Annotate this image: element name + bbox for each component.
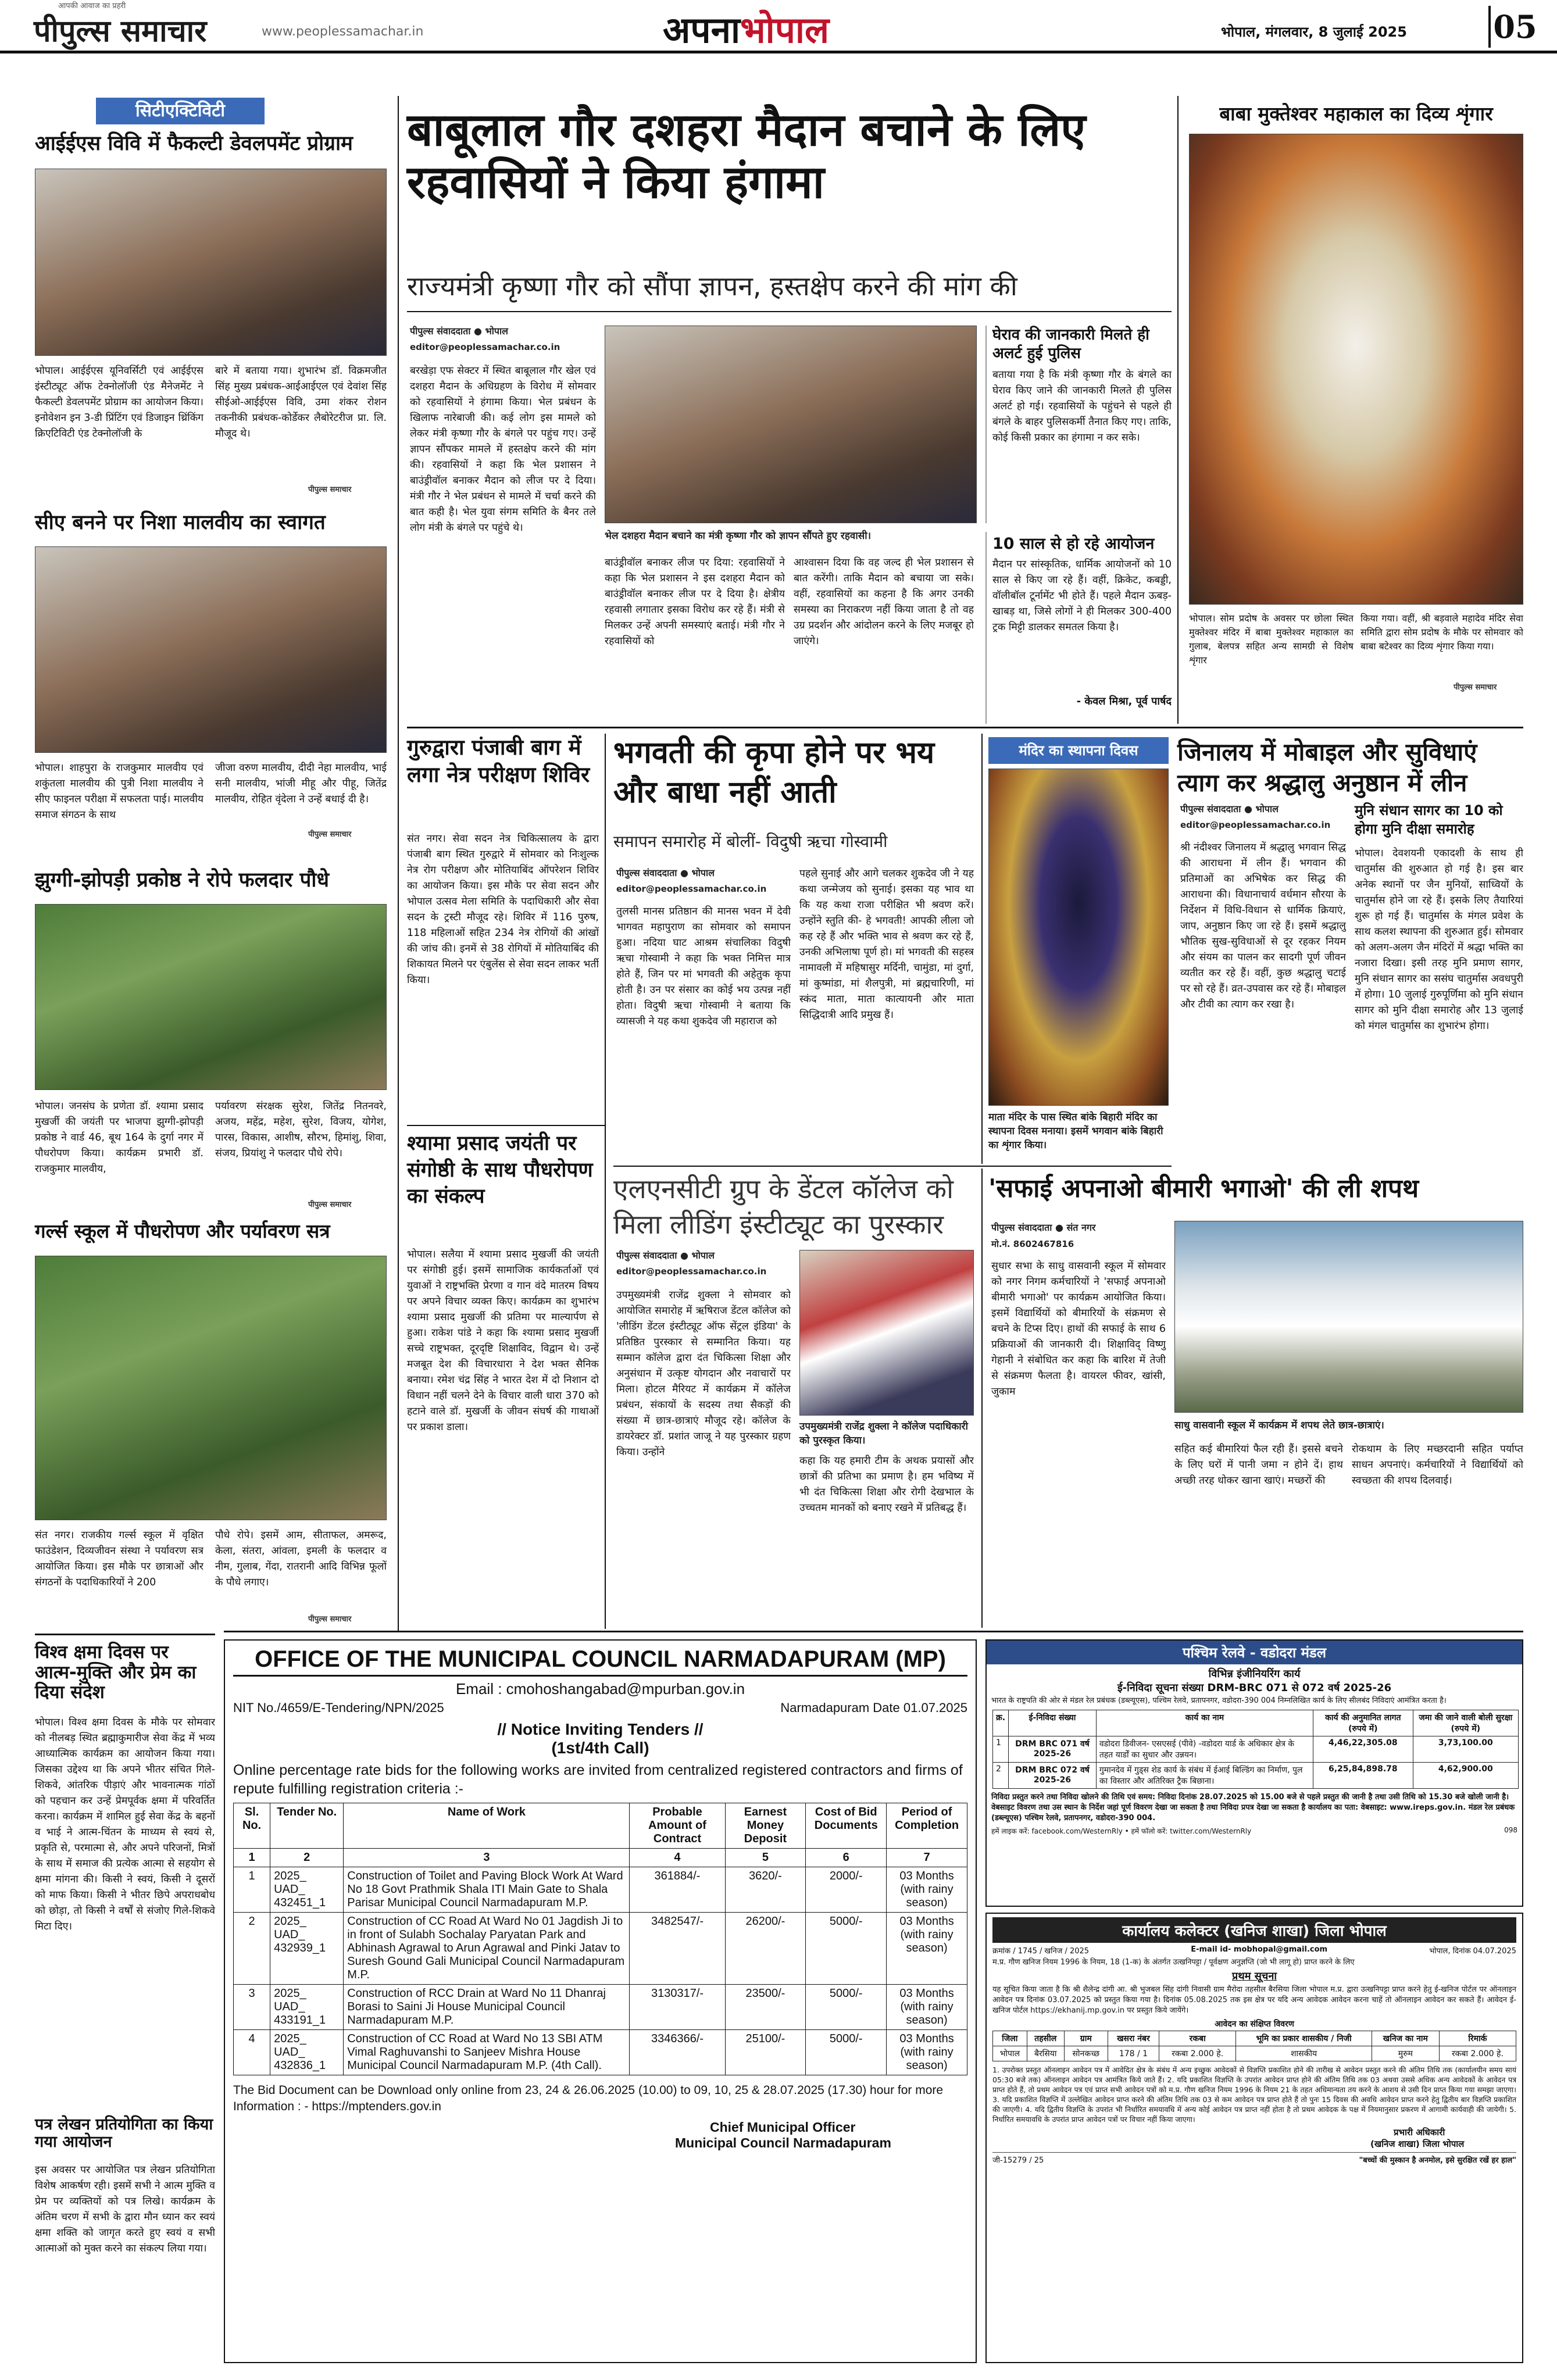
jain-sub-body: भोपाल। देवशयनी एकादशी के साथ ही चातुर्मास की शुरुआत हो गई है। इस बार अनेक स्थानों पर जैन मुनियों, साध्वियों के चातुर्मास होने जा रहे हैं। इसके लिए तैयारियां शुरू हो गई हैं। चातुर्मास के मंगल प्रवेश के साथ कलश स्थापना की शुरुआत हुई। सोमवार को अलग-अलग जैन मंदिरों में श्रद्धा भक्ति का नजारा दिखा। इसी तरह मुनि प्रमाण सागर, मुनि संधान सागर का ससंघ चातुर्मास अवधपुरी में होगा। 10 जुलाई गुरुपूर्णिमा को मुनि संधान सागर को मुनि दीक्षा समारोह और 13 जुलाई को मंगल चातुर्मास का शुभारंभ होगा। bbox=[1355, 848, 1523, 1032]
shrine-photo bbox=[1189, 134, 1523, 605]
dental-byline: पीपुल्स संवाददाता ● भोपाल bbox=[616, 1250, 715, 1261]
railway-intro: भारत के राष्ट्रपति की ओर से मंडल रेल प्रबंधक (डब्ल्यूएस), पश्चिम रेलवे, प्रतापनगर, वडोदरा-390 004 निम्नलिखित कार्य के लिए सीलबंद निविदाएं आमंत्रित करता है। bbox=[991, 1696, 1447, 1705]
tender-header-cell: Name of Work bbox=[344, 1803, 630, 1849]
jhuggi-body-a: भोपाल। जनसंघ के प्रणेता डॉ. श्यामा प्रसाद मुखर्जी की जयंती पर भाजपा झुग्गी-झोपड़ी प्रकोष्ठ ने वार्ड 46, बूथ 164 के दुर्गा नगर में पौधरोपण किया। कार्यक्रम प्रभारी डॉ. राजकुमार मालवीय, bbox=[35, 1100, 203, 1175]
tender-row bbox=[234, 1913, 967, 1985]
railway-footer: निविदा प्रस्तुत करने तथा निविदा खोलने की तिथि एवं समय: निविदा दिनांक 28.07.2025 को 15.00 बजे से पहले प्रस्तुत की जानी है तथा उसी तिथि को 15.30 बजे खोली जानी है। वेबसाइट विवरण तथा उस स्थान के निर्देश जहां पूर्ण विवरण देखा जा सकता है तथा निविदा प्रपत्र देखा जा सकता है कार्यालय का पता: वेबसाइट: www.ireps.gov.in. मंडल रेल प्रबंधक (डब्ल्यूएस) पश्चिम रेलवे, प्रतापनगर, वडोदरा-390 004. bbox=[991, 1793, 1515, 1822]
paper-tagline: आपकी आवाज का प्रहरी bbox=[58, 2, 126, 10]
tender-signature-1: Chief Municipal Officer bbox=[710, 2120, 856, 2135]
col-divider-1 bbox=[398, 96, 399, 1631]
nisha-photo bbox=[35, 546, 387, 753]
tender-cell: 03 Months (with rainy season) bbox=[887, 1867, 967, 1913]
tender-header-cell: Cost of Bid Documents bbox=[806, 1803, 887, 1849]
collector-cell: 178 / 1 bbox=[1108, 2046, 1159, 2061]
collector-table bbox=[992, 2031, 1516, 2061]
railway-cell: 6,25,84,898.78 bbox=[1313, 1763, 1413, 1789]
tender-cell: Construction of CC Road At Ward No 01 Jagdish Ji to in front of Sulabh Sochalay Paryatan Park and Abhinash Agrawal to Arun Agrawal and Pinki Jatav to Suresh Gound Gali Municipal Council Narmadapuram M.P. bbox=[344, 1913, 630, 1985]
collector-header-cell: रिमार्क bbox=[1439, 2031, 1516, 2046]
col-divider-2 bbox=[605, 734, 606, 1629]
lead-body-2: बाउंड्रीवॉल बनाकर लीज पर दिया: रहवासियों ने कहा कि भेल प्रशासन ने इस दशहरा मैदान को बाउंड्रीवॉल बनाकर लीज पर दे दिया है। क्षेत्रीय रहवासी लगातार इसका विरोध कर रहे हैं। मंत्री से मिलकर उन्हें अपनी समस्याएं बताई। मंत्री गौर ने रहवासियों को bbox=[605, 557, 785, 647]
collector-date: भोपाल, दिनांक 04.07.2025 bbox=[1429, 1947, 1516, 1956]
dental-body-1: उपमुख्यमंत्री राजेंद्र शुक्ला ने सोमवार को आयोजित समारोह में ऋषिराज डेंटल कॉलेज को 'लीडिंग डेंटल इंस्टीट्यूट ऑफ सेंट्रल इंडिया' के प्रतिष्ठित पुरस्कार से सम्मानित किया। यह सम्मान कॉलेज द्वारा दंत चिकित्सा शिक्षा और अनुसंधान में उत्कृष्ट योगदान और नवाचारों पर मिला। होटल मैरियट में कार्यक्रम में कॉलेज प्रबंधन, संकायों के सदस्य तथा सैकड़ों की संख्या में छात्र-छात्राएं मौजूद रहे। कॉलेज के डायरेक्टर डॉ. प्रशांत जाजू ने यह पुरस्कार ग्रहण किया। उन्होंने bbox=[616, 1289, 791, 1458]
letter-contest-headline: पत्र लेखन प्रतियोगिता का किया गया आयोजन bbox=[35, 2115, 213, 2152]
collector-header-cell: जिला bbox=[993, 2031, 1027, 2046]
jain-email[interactable]: editor@peoplessamachar.co.in bbox=[1180, 820, 1331, 830]
tender-cell: 26200/- bbox=[725, 1913, 806, 1985]
jhuggi-headline: झुग्गी-झोपड़ी प्रकोष्ठ ने रोपे फलदार पौधे bbox=[35, 869, 330, 892]
shyama-body: भोपाल। सलैया में श्यामा प्रसाद मुखर्जी की जयंती पर संगोष्ठी हुई। इसमें सामाजिक कार्यकर्ताओं एवं युवाओं ने राष्ट्रभक्ति प्रेरणा व गान वंदे मातरम विषय पर अपने विचार व्यक्त किए। कार्यक्रम का शुभारंभ श्यामा प्रसाद मुखर्जी की प्रतिमा पर माल्यार्पण से हुआ। राकेश पांडे ने कहा कि श्यामा प्रसाद मुखर्जी सच्चे राष्ट्रभक्त, दूरदृष्टि शिक्षाविद, विद्वान थे। उन्हें मजबूत देश की विचारधारा ने देश भक्त सैनिक बनाया। रमेश चंद्र सिंह ने भारत देश में दो निशान दो विधान नहीं चलने देने के विचार वाली धारा 370 को हटाने वाले डॉ. मुखर्जी के जीवन संघर्ष की गाथाओं पर प्रकाश डाला। bbox=[407, 1249, 599, 1433]
jain-byline: पीपुल्स संवाददाता ● भोपाल bbox=[1180, 803, 1279, 814]
jhuggi-photo bbox=[35, 904, 387, 1090]
collector-header-cell: ग्राम bbox=[1064, 2031, 1108, 2046]
temple-caption: माता मंदिर के पास स्थित बांके बिहारी मंदिर का स्थापना दिवस मनाया। इसमें भगवान बांके बिहारी का शृंगार किया। bbox=[988, 1112, 1163, 1151]
tender-cell: Construction of CC Road at Ward No 13 SBI ATM Vimal Raghuvanshi to Sanjeev Mishra House Municipal Council Narmadapuram M.P. (4th Call). bbox=[344, 2030, 630, 2075]
tender-date: Narmadapuram Date 01.07.2025 bbox=[780, 1700, 967, 1715]
dental-email[interactable]: editor@peoplessamachar.co.in bbox=[616, 1266, 767, 1277]
collector-cell: भोपाल bbox=[993, 2046, 1027, 2061]
tender-cell: 03 Months (with rainy season) bbox=[887, 1985, 967, 2030]
tender-row bbox=[234, 1985, 967, 2030]
kshama-headline: विश्व क्षमा दिवस पर आत्म-मुक्ति और प्रेम का दिया संदेश bbox=[35, 1642, 197, 1703]
safai-body-3: रोकथाम के लिए मच्छरदानी सहित पर्याप्त साधन अपनाएं। कर्मचारियों ने विद्यार्थियों को स्वच्छता की शपथ दिलवाई। bbox=[1352, 1443, 1523, 1486]
dental-headline: एलएनसीटी ग्रुप के डेंटल कॉलेज को मिला लीडिंग इंस्टीट्यूट का पुरस्कार bbox=[613, 1173, 954, 1240]
tender-row bbox=[234, 1867, 967, 1913]
bhagwati-headline: भगवती की कृपा होने पर भय और बाधा नहीं आती bbox=[613, 735, 935, 810]
railway-cell: 2 bbox=[993, 1763, 1009, 1789]
city-activity-kicker: सिटीएक्टिविटी bbox=[96, 98, 265, 124]
shrine-credit: पीपुल्स समाचार bbox=[1454, 683, 1497, 692]
tender-ad bbox=[224, 1639, 977, 2363]
ies-body-a: भोपाल। आईईएस यूनिवर्सिटी एवं आईईएस इंस्टीट्यूट ऑफ टेक्नोलॉजी एंड मैनेजमेंट ने फैकल्टी डेवलपमेंट प्रोग्राम का आयोजन किया। इनोवेशन इन 3-डी प्रिंटिंग एवं डिजाइन थ्रिंकिंग क्रिएटिविटी एंड टेक्नोलॉजी के bbox=[35, 365, 203, 439]
railway-title: पश्चिम रेलवे - वडोदरा मंडल bbox=[987, 1641, 1522, 1664]
jhuggi-credit: पीपुल्स समाचार bbox=[308, 1200, 352, 1209]
railway-header-cell: कार्य की अनुमानित लागत (रुपये में) bbox=[1313, 1710, 1413, 1736]
collector-email[interactable]: E-mail id- mobhopal@gmail.com bbox=[1191, 1945, 1328, 1954]
ten-years-box bbox=[985, 532, 1172, 724]
lead-subhead: राज्यमंत्री कृष्णा गौर को सौंपा ज्ञापन, हस्तक्षेप करने की मांग की bbox=[407, 270, 1017, 302]
ies-photo bbox=[35, 169, 387, 356]
tender-header-cell: Probable Amount of Contract bbox=[630, 1803, 725, 1849]
col-divider-3 bbox=[981, 734, 983, 1164]
tender-cell: 2 bbox=[234, 1913, 270, 1985]
tender-header-cell: Sl. No. bbox=[234, 1803, 270, 1849]
lead-body-3: आश्वासन दिया कि वह जल्द ही भेल प्रशासन से बात करेंगी। ताकि मैदान को बचाया जा सके। वहीं, रहवासियों का कहना है कि अगर उनकी समस्या का निराकरण नहीं किया जाता है तो वह उग्र प्रदर्शन और आंदोलन करने के लिए मजबूर हो जाएंगे। bbox=[794, 557, 974, 647]
railway-header-cell: कार्य का नाम bbox=[1096, 1710, 1313, 1736]
tender-row bbox=[234, 2030, 967, 2075]
tender-cell: Construction of Toilet and Paving Block Work At Ward No 18 Govt Prathmik Shala ITI Main Gate to Shala Parisar Municipal Council Narmadapuram M.P. bbox=[344, 1867, 630, 1913]
tender-cell: 2000/- bbox=[806, 1867, 887, 1913]
girls-school-headline: गर्ल्स स्कूल में पौधरोपण और पर्यावरण सत्र bbox=[35, 1220, 330, 1242]
railway-cell: 3,73,100.00 bbox=[1413, 1736, 1518, 1763]
kshama-body: भोपाल। विश्व क्षमा दिवस के मौके पर सोमवार को नीलबड़ स्थित ब्रह्माकुमारीज सेवा केंद्र में भव्य आध्यात्मिक कार्यक्रम का आयोजन किया गया। जिसका उद्देश्य था कि अपने भीतर संचित गिले-शिकवे, आंतरिक पीड़ाएं और भावनात्मक गांठों को पहचान कर उन्हें प्रेमपूर्वक क्षमा में परिवर्तित करना। कार्यक्रम में शामिल हुई सेवा केंद्र के बहनों व भाई ने आत्म-चिंतन के माध्यम से स्वयं से, प्रकृति से, परमात्मा से, और अपने परिजनों, मित्रों के साथ में समाज की प्रत्येक आत्मा से सहयोग से क्षमा मांगना की। किसी ने स्वयं, किसी ने दूसरों को माफ किया। किसी ने भीतर छिपे अपराधबोध को छोड़ा, तो किसी ने वर्षों से संजोए गिले-शिकवे मिटा दिए। bbox=[35, 1717, 215, 1932]
tender-col-number: 4 bbox=[630, 1849, 725, 1867]
bhagwati-email[interactable]: editor@peoplessamachar.co.in bbox=[616, 884, 767, 894]
lead-headline: बाबूलाल गौर दशहरा मैदान बचाने के लिए रहवासियों ने किया हंगामा bbox=[407, 104, 1086, 209]
lower-mid-rule bbox=[407, 1125, 605, 1126]
tender-header-cell: Tender No. bbox=[270, 1803, 344, 1849]
lead-photo bbox=[605, 326, 977, 523]
collector-header-cell: रकबा bbox=[1159, 2031, 1236, 2046]
col-divider-4 bbox=[981, 1168, 983, 1628]
lead-email[interactable]: editor@peoplessamachar.co.in bbox=[410, 342, 560, 352]
bhagwati-body-2: पहले सुनाई और आगे चलकर शुकदेव जी ने यह कथा जन्मेजय को सुनाई। इसका यह भाव था कि यह कथा राजा परीक्षित भी श्रवण करें। उन्होंने स्तुति की- हे भगवती! आपकी लीला जो कह रहे हैं और भक्ति भाव से श्रवण कर रहे हैं, उनकी अभिलाषा पूर्ण हो। मां भगवती की सहस्त्र नामावली में महिषासुर मर्दिनी, चामुंडा, मां दुर्गा, मां कुष्मांडा, मां शैलपुत्री, मां ब्रह्मचारिणी, मां स्कंद माता, माता कात्यायनी और माता सिद्धिदात्री आदि प्रमुख हैं। bbox=[799, 868, 974, 1021]
collector-header-cell: भूमि का प्रकार शासकीय / निजी bbox=[1236, 2031, 1372, 2046]
tender-cell: 361884/- bbox=[630, 1867, 725, 1913]
tender-cell: 5000/- bbox=[806, 2030, 887, 2075]
tender-cell: 3620/- bbox=[725, 1867, 806, 1913]
tender-cell: 23500/- bbox=[725, 1985, 806, 2030]
tender-cell: 3 bbox=[234, 1985, 270, 2030]
tender-nit: NIT No./4659/E-Tendering/NPN/2025 bbox=[233, 1700, 444, 1715]
dateline: भोपाल, मंगलवार, 8 जुलाई 2025 bbox=[1221, 24, 1407, 40]
tender-intro: Online percentage rate bids for the following works are invited from centralized registered contractors and firms of repute fulfilling registration criteria :- bbox=[233, 1762, 963, 1797]
gurudwara-headline: गुरुद्वारा पंजाबी बाग में लगा नेत्र परीक्षण शिविर bbox=[407, 735, 590, 788]
ten-years-body: मैदान पर सांस्कृतिक, धार्मिक आयोजनों को 10 साल से किए जा रहे हैं। वहीं, क्रिकेट, कबड्डी, वॉलीबॉल टूर्नामेंट भी होते हैं। पहले मैदान ऊबड़-खाबड़ था, जिसे लोगों ने ही मिलकर 300-400 ट्रक मिट्टी डालकर समतल किया है। bbox=[992, 559, 1172, 633]
tender-col-number: 2 bbox=[270, 1849, 344, 1867]
railway-ad bbox=[985, 1639, 1523, 1907]
collector-cell: रकबा 2.000 हे. bbox=[1439, 2046, 1516, 2061]
page-number: 05 bbox=[1488, 6, 1540, 48]
girls-school-credit: पीपुल्स समाचार bbox=[308, 1615, 352, 1624]
safai-photo bbox=[1174, 1221, 1523, 1413]
collector-footer-code: जी-15279 / 25 bbox=[992, 2156, 1044, 2165]
bhagwati-body-1: तुलसी मानस प्रतिष्ठान की मानस भवन में देवी भागवत महापुराण का सोमवार को समापन हुआ। नदिया घाट आश्रम संचालिका विदुषी ऋचा गोस्वामी ने कहा कि भक्त निमित्त मात्र होते हैं, जिन पर मां भगवती की अहेतुक कृपा होती है। उन पर संसार का कोई भय उत्पन्न नहीं होता। विदुषी ऋचा गोस्वामी ने बताया कि व्यासजी ने यह कथा शुकदेव जी महाराज को bbox=[616, 906, 791, 1027]
collector-cell: मुरुम bbox=[1372, 2046, 1439, 2061]
tender-col-number: 6 bbox=[806, 1849, 887, 1867]
collector-signature-1: प्रभारी अधिकारी bbox=[1394, 2127, 1445, 2138]
collector-notes: 1. उपरोक्त प्रस्तुत ऑनलाइन आवेदन पत्र में आवेदित क्षेत्र के संबंध में अन्य इच्छुक आवेदकों से विज्ञप्ति प्रकाशित होने की तारीख से आवेदन प्रस्तुत करने की अंतिम तिथि तक (कार्यालयीन समय सायं 05:30 बजे तक) ऑनलाइन आवेदन पत्र आमंत्रित किये जाते हैं। 2. यदि प्रकाशित विज्ञप्ति के उपरांत आवेदन प्राप्त होने की अंतिम तिथि तक 03 अथवा उससे अधिक अन्य आवेदकों के आवेदन पत्र प्राप्त होते हैं, तो प्रथम आवेदन पत्र एवं प्राप्त सभी आवेदन पत्रों को म.प्र. गौण खनिज नियम 1996 के नियम 21 के तहत अधिमान्यता तय करने के आशय से उसी दिन प्राप्त किया गया समझा जाएगा। 3. यदि प्रकाशित विज्ञप्ति में उल्लेखित आवेदन प्राप्त करने की अंतिम तिथि तक 03 से कम आवेदन पत्र प्राप्त होते हैं तो पुनः 15 दिवस की अवधि आवेदन प्राप्त करने हेतु द्वितीय बार विज्ञप्ति प्रकाशित की जाएगी। 4. यदि द्वितीय विज्ञप्ति के उपरांत भी निर्धारित समयावधि में अन्य कोई आवेदन पत्र प्राप्त नहीं होता है तो प्रथम आवेदक के पक्ष में नियमानुसार प्रकरण में आगामी कार्यवाही की जायेगी। 5. निर्धारित समयावधि के उपरांत प्राप्त आवेदन पत्रों पर विचार नहीं किया जाएगा। bbox=[992, 2065, 1516, 2124]
section-title: अपनाभोपाल bbox=[663, 9, 830, 51]
tender-cell: 4 bbox=[234, 2030, 270, 2075]
collector-ref: क्रमांक / 1745 / खनिज / 2025 bbox=[992, 1947, 1090, 1956]
lead-body-1: बरखेड़ा एफ सेक्टर में स्थित बाबूलाल गौर खेल एवं दशहरा मैदान के अधिग्रहण के विरोध में सोमवार को रहवासियों ने हंगामा किया। भेल प्रबंधन के खिलाफ नारेबाजी की। कई लोग इस मामले को लेकर मंत्री कृष्णा गौर के बंगले पर पहुंच गए। उन्हें ज्ञापन सौंपकर मामले में हस्तक्षेप करने की मांग की। रहवासियों ने कहा कि भेल प्रशासन ने बाउंड्रीवॉल बनाकर मैदान को लीज पर दे दिया। मंत्री गौर ने भेल प्रबंधन से मामले में चर्चा करने की बात कही है। भेल युवा संगम समिति के बैनर तले लोग मंत्री के बंगले पर पहुंचे थे। bbox=[410, 365, 596, 534]
tender-call: (1st/4th Call) bbox=[551, 1739, 649, 1757]
railway-table bbox=[992, 1710, 1519, 1789]
tender-col-number: 5 bbox=[725, 1849, 806, 1867]
railway-cell: वडोदरा डिवीजन- एसएसई (पीवे) -वडोदरा यार्ड के अधिकार क्षेत्र के तहत यार्डों का सुधार और उन्नयन। bbox=[1096, 1736, 1313, 1763]
collector-body: यह सूचित किया जाता है कि श्री शैलेन्द्र दांगी आ. श्री भुजबल सिंह दांगी निवासी ग्राम मैरोदा तहसील बैरसिया जिला भोपाल म.प्र. द्वारा उत्खनिपट्टा प्राप्त करने हेतु ई-खनिज पोर्टल पर ऑनलाइन आवेदन पत्र दिनांक 03.07.2025 को प्रस्तुत किया गया है। दिनांक 05.08.2025 तक इस क्षेत्र पर यदि अन्य आवेदक आवेदन करना चाहें तो ऑनलाइन आवेदन कर सकते हैं। आवेदन ई-खनिज पोर्टल https://ekhanij.mp.gov.in पर प्रस्तुत किये जायेंगे। bbox=[992, 1985, 1516, 2015]
tender-header-cell: Earnest Money Deposit bbox=[725, 1803, 806, 1849]
railway-social[interactable]: हमें लाइक करें: facebook.com/WesternRly • हमें फॉलो करें: twitter.com/WesternRly bbox=[991, 1827, 1252, 1835]
tender-cell: 2025_ UAD_ 432939_1 bbox=[270, 1913, 344, 1985]
collector-header-cell: खसरा नंबर bbox=[1108, 2031, 1159, 2046]
railway-cell: 4,62,900.00 bbox=[1413, 1763, 1518, 1789]
ten-years-quote-by: - केवल मिश्रा, पूर्व पार्षद bbox=[1076, 695, 1172, 707]
letter-contest-body: इस अवसर पर आयोजित पत्र लेखन प्रतियोगिता विशेष आकर्षण रही। इसमें सभी ने आत्म मुक्ति व प्रेम पर व्यक्तियों को पत्र लिखे। कार्यक्रम के अंतिम चरण में सभी के द्वारा मौन ध्यान कर स्वयं क्षमा शक्ति को जागृत करते हुए स्वयं व सभी आत्माओं को मुक्त करने का संकल्प लिया गया। bbox=[35, 2164, 215, 2254]
railway-notice: ई-निविदा सूचना संख्या DRM-BRC 071 से 072 वर्ष 2025-26 bbox=[1117, 1682, 1392, 1694]
safai-photo-caption: साधु वासवानी स्कूल में कार्यक्रम में शपथ लेते छात्र-छात्राएं। bbox=[1174, 1420, 1384, 1431]
lead-sidebar bbox=[985, 326, 1172, 523]
safai-byline: पीपुल्स संवाददाता ● संत नगर bbox=[991, 1222, 1096, 1233]
tender-cell: 03 Months (with rainy season) bbox=[887, 2030, 967, 2075]
jain-sub-headline: मुनि संधान सागर का 10 को होगा मुनि दीक्षा समारोह bbox=[1355, 802, 1503, 837]
ies-body-b: बारे में बताया गया। शुभारंभ डॉ. विक्रमजीत सिंह मुख्य प्रबंधक-आईआईएल एवं देवांश सिंह सीईओ-आईईएस विवि, उमा शंकर रोशन तकनीकी प्रबंधक-कोर्डेकर लैबोरेटरीज प्रा. लि. मौजूद थे। bbox=[215, 365, 387, 439]
nisha-body-b: जीजा वरुण मालवीय, दीदी नेहा मालवीय, भाई सनी मालवीय, भांजी मीहू और पीहू, जितेंद्र मालवीय, रोहित वृंदेला ने उन्हें बधाई दी है। bbox=[215, 762, 387, 805]
railway-cell: 1 bbox=[993, 1736, 1009, 1763]
paper-name: पीपुल्स समाचार bbox=[34, 14, 207, 49]
railway-header-cell: जमा की जाने वाली बोली सुरक्षा (रुपये में) bbox=[1413, 1710, 1518, 1736]
tender-cell: 5000/- bbox=[806, 1913, 887, 1985]
railway-code: 098 bbox=[1504, 1826, 1517, 1834]
tender-cell: 5000/- bbox=[806, 1985, 887, 2030]
lead-sidebar-headline: घेराव की जानकारी मिलते ही अलर्ट हुई पुलिस bbox=[992, 326, 1149, 362]
tender-title: OFFICE OF THE MUNICIPAL COUNCIL NARMADAPURAM (MP) bbox=[233, 1646, 967, 1677]
col-divider-right bbox=[1177, 96, 1179, 724]
ads-top-rule bbox=[224, 1631, 1523, 1632]
bhagwati-subhead: समापन समारोह में बोलीं- विदुषी ऋचा गोस्वामी bbox=[613, 832, 888, 851]
tender-cell: 2025_ UAD_ 433191_1 bbox=[270, 1985, 344, 2030]
railway-row bbox=[993, 1763, 1519, 1789]
lead-byline: पीपुल्स संवाददाता ● भोपाल bbox=[410, 326, 508, 337]
railway-row bbox=[993, 1736, 1519, 1763]
tender-col-number: 3 bbox=[344, 1849, 630, 1867]
girls-school-photo bbox=[35, 1256, 387, 1520]
temple-kicker: मंदिर का स्थापना दिवस bbox=[988, 737, 1169, 764]
collector-footer-slogan: "बच्चों की मुस्कान है अनमोल, इसे सुरक्षित रखें हर हाल" bbox=[1359, 2156, 1516, 2165]
collector-heading: प्रथम सूचना bbox=[1231, 1970, 1277, 1982]
lead-photo-caption: भेल दशहरा मैदान बचाने का मंत्री कृष्णा गौर को ज्ञापन सौंपते हुए रहवासी। bbox=[605, 530, 872, 542]
tender-header-cell: Period of Completion bbox=[887, 1803, 967, 1849]
tender-cell: 25100/- bbox=[725, 2030, 806, 2075]
collector-rule-line: म.प्र. गौण खनिज नियम 1996 के नियम, 18 (1-क) के अंतर्गत उत्खनिपट्टा / पूर्वक्षण अनुज्ञप्ति (जो भी लागू हो) प्राप्त करने के लिए bbox=[992, 1958, 1355, 1967]
railway-dept: विभिन्न इंजीनियरिंग कार्य bbox=[1208, 1668, 1301, 1680]
collector-cell: बैरसिया bbox=[1027, 2046, 1064, 2061]
tender-cell: 3346366/- bbox=[630, 2030, 725, 2075]
tender-table bbox=[233, 1803, 967, 2075]
dental-body-2: कहा कि यह हमारी टीम के अथक प्रयासों और छात्रों की प्रतिभा का प्रमाण है। हम भविष्य में भी दंत चिकित्सा शिक्षा और रोगी देखभाल के उच्चतम मानकों को बनाए रखने में प्रतिबद्ध हैं। bbox=[799, 1455, 974, 1514]
railway-cell: DRM BRC 071 वर्ष 2025-26 bbox=[1009, 1736, 1097, 1763]
railway-header-cell: ई-निविदा संख्या bbox=[1009, 1710, 1097, 1736]
tender-cell: Construction of RCC Drain at Ward No 11 Dhanraj Borasi to Saini Ji House Municipal Council Narmadapuram M.P. bbox=[344, 1985, 630, 2030]
shrine-caption-b: किया गया। वहीं, श्री बड़वाले महादेव मंदिर सेवा समिति द्वारा सोम प्रदोष के मौके पर सोमवार को बाबा बटेश्वर का दिव्य शृंगार किया गया। bbox=[1360, 613, 1523, 652]
railway-header-cell: क्र. bbox=[993, 1710, 1009, 1736]
girls-school-body-a: संत नगर। राजकीय गर्ल्स स्कूल में वृक्षित फाउंडेशन, दिव्यजीवन संस्था ने पर्यावरण सत्र आयोजित किया। इस मौके पर छात्राओं और संगठनों के पदाधिकारियों ने 200 bbox=[35, 1530, 203, 1588]
tender-cell: 2025_ UAD_ 432836_1 bbox=[270, 2030, 344, 2075]
gurudwara-body: संत नगर। सेवा सदन नेत्र चिकित्सालय के द्वारा पंजाबी बाग स्थित गुरुद्वारे में सोमवार को निःशुल्क नेत्र रोग परीक्षण और मोतियाबिंद ऑपरेशन शिविर का आयोजन किया। इस मौके पर सेवा सदन और भोपाल उत्सव मेला समिति के पदाधिकारी और सेवा सदन के ट्रस्टी मौजूद रहे। शिविर में 116 पुरुष, 118 महिलाओं सहित 234 नेत्र रोगियों की आंखों की जांच की। इनमें से 38 रोगियों में मोतियाबिंद की शिकायत मिलने पर एंबुलेंस से सेवा सदन लाकर भर्ती किया। bbox=[407, 833, 599, 986]
collector-cell: शासकीय bbox=[1236, 2046, 1372, 2061]
dental-photo bbox=[799, 1250, 974, 1416]
lead-rule bbox=[407, 311, 1172, 312]
tender-col-number: 1 bbox=[234, 1849, 270, 1867]
collector-header-cell: तहसील bbox=[1027, 2031, 1064, 2046]
shyama-headline: श्यामा प्रसाद जयंती पर संगोष्ठी के साथ पौधरोपण का संकल्प bbox=[407, 1132, 593, 1208]
website-link[interactable]: www.peoplessamachar.in bbox=[262, 24, 424, 39]
shrine-caption-a: भोपाल। सोम प्रदोष के अवसर पर छोला स्थित मुक्तेश्वर मंदिर में बाबा मुक्तेश्वर महाकाल का गुलाब, बेलपत्र सहित अन्य सामग्री से विशेष शृंगार bbox=[1189, 613, 1354, 666]
safai-body-1: सुधार सभा के साधु वासवानी स्कूल में सोमवार को नगर निगम कर्मचारियों ने 'सफाई अपनाओ बीमारी भगाओ' पर कार्यक्रम आयोजित किया। इसमें विद्यार्थियों को बीमारियों के संक्रमण से बचने के टिप्स दिए। हाथों की सफाई के साथ 6 प्रक्रियाओं की जानकारी दी। शिक्षाविद् विष्णु गेहानी ने संबोधित कर कहा कि बारिश में तेजी से संक्रमण फैलता है। वायरल फीवर, खांसी, जुकाम bbox=[991, 1260, 1166, 1398]
collector-cell: सोनकच्छ bbox=[1064, 2046, 1108, 2061]
dental-caption: उपमुख्यमंत्री राजेंद्र शुक्ला ने कॉलेज पदाधिकारी को पुरस्कृत किया। bbox=[799, 1421, 969, 1446]
railway-cell: गुमानदेव में गुड्स शेड कार्य के संबंध में ईआई बिल्डिंग का निर्माण, पुल का विस्तार और अतिरिक्त ट्रैक बिछाना। bbox=[1096, 1763, 1313, 1789]
shrine-headline: बाबा मुक्तेश्वर महाकाल का दिव्य शृंगार bbox=[1219, 102, 1493, 125]
collector-signature-2: (खनिज शाखा) जिला भोपाल bbox=[1370, 2139, 1465, 2149]
tender-col-number: 7 bbox=[887, 1849, 967, 1867]
railway-cell: 4,46,22,305.08 bbox=[1313, 1736, 1413, 1763]
ies-credit: पीपुल्स समाचार bbox=[308, 485, 352, 494]
tender-email[interactable]: Email : cmohoshangabad@mpurban.gov.in bbox=[455, 1680, 745, 1698]
jhuggi-body-b: पर्यावरण संरक्षक सुरेश, जितेंद्र नितनवरे, अजय, महेंद्र, महेश, सुरेश, विजय, योगेश, पारस, विकास, आशीष, सौरभ, हिमांशु, शिवा, संजय, प्रियांशु ने फलदार पौधे रोपे। bbox=[215, 1100, 387, 1159]
jain-body: श्री नंदीश्वर जिनालय में श्रद्धालु भगवान सिद्ध की आराधना में लीन हैं। भगवान की प्रतिमाओं का अभिषेक कर सिद्ध की आराधना की। विधानाचार्य वर्धमान सौरया के निर्देशन में विधि-विधान से धार्मिक क्रियाएं, जाप, अनुष्ठान किए जा रहे हैं। इसमें श्रद्धालु भौतिक सुख-सुविधाओं से दूर रहकर नियम और संयम का पालन कर सादगी पूर्ण जीवन व्यतीत कर रहे हैं। वहीं, कुछ श्रद्धालु चटाई पर सो रहे हैं। व्रत-उपवास कर रहे हैं। मोबाइल और टीवी का त्याग कर रखा है। bbox=[1180, 842, 1346, 1010]
safai-headline: 'सफाई अपनाओ बीमारी भगाओ' की ली शपथ bbox=[988, 1174, 1419, 1203]
girls-school-body-b: पौधे रोपे। इसमें आम, सीताफल, अमरूद, केला, संतरा, आंवला, इमली के फलदार व नीम, गुलाब, गेंदा, रातरानी आदि विभिन्न फूलों के पौधे लगाए। bbox=[215, 1530, 387, 1588]
tender-notice: // Notice Inviting Tenders // bbox=[497, 1720, 703, 1738]
temple-photo bbox=[988, 769, 1169, 1106]
tender-cell: 1 bbox=[234, 1867, 270, 1913]
safai-body-2: सहित कई बीमारियां फैल रही हैं। इससे बचने के लिए घरों में पानी जमा न होने दें। हाथ अच्छी तरह धोकर खाना खाएं। मच्छरों की bbox=[1174, 1443, 1343, 1486]
dental-rule bbox=[613, 1166, 1172, 1167]
collector-ad bbox=[985, 1913, 1523, 2363]
bhagwati-byline: पीपुल्स संवाददाता ● भोपाल bbox=[616, 867, 715, 878]
mid-band-rule bbox=[407, 727, 1523, 728]
tender-cell: 3130317/- bbox=[630, 1985, 725, 2030]
railway-cell: DRM BRC 072 वर्ष 2025-26 bbox=[1009, 1763, 1097, 1789]
nisha-credit: पीपुल्स समाचार bbox=[308, 830, 352, 839]
nisha-body-a: भोपाल। शाहपुरा के राजकुमार मालवीय एवं शकुंतला मालवीय की पुत्री निशा मालवीय ने सीए फाइनल परीक्षा में सफलता पाई। मालवीय समाज संगठन के साथ bbox=[35, 762, 203, 821]
tender-cell: 03 Months (with rainy season) bbox=[887, 1913, 967, 1985]
masthead bbox=[0, 0, 1557, 53]
tender-footer: The Bid Document can be Download only online from 23, 24 & 26.06.2025 (10.00) to 09, 10, 25 & 28.07.2025 (17.30) hour for more Information : - https://mptenders.gov.in bbox=[233, 2084, 944, 2113]
nisha-headline: सीए बनने पर निशा मालवीय का स्वागत bbox=[35, 511, 326, 534]
lead-sidebar-body: बताया गया है कि मंत्री कृष्णा गौर के बंगले का घेराव किए जाने की जानकारी मिलते ही पुलिस अलर्ट हो गई। रहवासियों के पहुंचने से पहले ही बंगले के बाहर पुलिसकर्मी तैनात किए गए। ताकि, कोई किसी प्रकार का हंगामा न कर सके। bbox=[992, 369, 1172, 444]
collector-table-title: आवेदन का संक्षिप्त विवरण bbox=[1215, 2020, 1294, 2029]
collector-title: कार्यालय कलेक्टर (खनिज शाखा) जिला भोपाल bbox=[992, 1917, 1516, 1943]
collector-header-cell: खनिज का नाम bbox=[1372, 2031, 1439, 2046]
tender-cell: 3482547/- bbox=[630, 1913, 725, 1985]
tender-signature-2: Municipal Council Narmadapuram bbox=[675, 2135, 891, 2150]
col1-divider bbox=[35, 1634, 215, 1635]
safai-mobile: मो.नं. 8602467816 bbox=[991, 1239, 1074, 1249]
ten-years-headline: 10 साल से हो रहे आयोजन bbox=[992, 535, 1155, 553]
jain-headline: जिनालय में मोबाइल और सुविधाएं त्याग कर श्रद्धालु अनुष्ठान में लीन bbox=[1177, 738, 1477, 797]
ies-headline: आईईएस विवि में फैकल्टी डेवलपमेंट प्रोग्राम bbox=[35, 132, 353, 155]
tender-cell: 2025_ UAD_ 432451_1 bbox=[270, 1867, 344, 1913]
collector-cell: रकबा 2.000 हे. bbox=[1159, 2046, 1236, 2061]
